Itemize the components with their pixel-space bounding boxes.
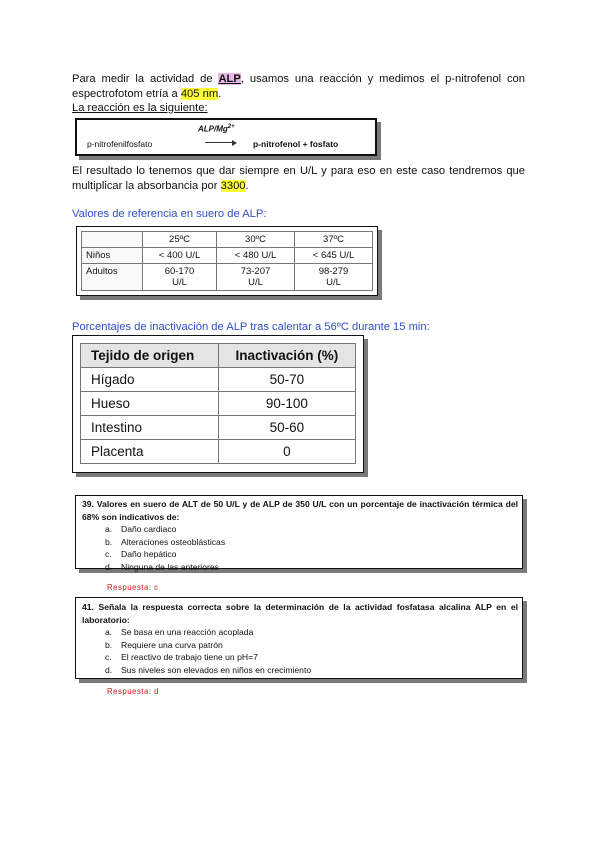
list-item: b. Alteraciones osteoblásticas [105,536,226,547]
question-41-text: 41. Señala la respuesta correcta sobre la determinación de la actividad fosfatasa alcalina ALP en el laboratorio: [82,602,518,625]
alp-highlight: ALP [218,73,241,85]
reaction-reactant: p-nitrofenilfosfato [87,139,153,149]
intro-text-before: Para medir la actividad de [72,73,219,85]
inactivation-table-box [72,335,364,473]
question-39-text: 39. Valores en suero de ALT de 50 U/L y de ALP de 350 U/L con un porcentaje de inactivación térmica del 68% son indicativos de: [82,499,518,522]
reaction-arrow [205,142,235,143]
list-item: a. Daño cardiaco [105,524,177,535]
question-39-answer: Respuesta: c [107,583,159,592]
reference-table [81,231,373,291]
table-row: Niños < 400 U/L < 480 U/L < 645 U/L [82,248,373,264]
list-item: a. Se basa en una reacción acoplada [105,627,254,638]
result-text: El resultado lo tenemos que dar siempre en U/L y para eso en este caso tendremos que multiplicar la absorbancia por [72,165,525,192]
result-paragraph [72,164,525,194]
question-41-answer: Respuesta: d [107,687,159,696]
table-row: Hueso 90-100 [81,392,356,416]
table-row: Adultos 60-170 U/L 73-207 U/L 98-279 U/L [82,264,373,291]
inactivation-title: Porcentajes de inactivación de ALP tras calentar a 56ºC durante 15 min: [72,321,430,333]
list-item: d. Sus niveles son elevados en niños en crecimiento [105,664,312,675]
list-item: b. Requiere una curva patrón [105,639,223,650]
table-row: Hígado 50-70 [81,368,356,392]
list-item: c. Daño hepático [105,549,177,560]
question-41-box [75,597,523,679]
reference-values-title: Valores de referencia en suero de ALP: [72,208,267,220]
reference-table-box [76,226,378,296]
intro-text-end: . [218,88,222,100]
list-item: d. Ninguna de las anteriores [105,561,219,572]
inactivation-table-header: Tejido de origen Inactivación (%) [81,344,356,368]
factor-highlight: 3300 [220,180,246,192]
result-end: . [245,180,249,192]
reaction-catalyst: ALP/$Mg^{2+}$ [198,124,235,134]
reference-table-header: 25ºC 30ºC 37ºC [82,232,373,248]
reaction-heading: La reacción es la siguiente: [72,102,208,114]
inactivation-table [80,343,356,464]
table-row: Intestino 50-60 [81,416,356,440]
table-row: Placenta 0 [81,440,356,464]
wavelength-highlight: 405 nm [180,88,219,100]
intro-paragraph [72,72,525,102]
intro-text-middle: , usamos una reacción y medimos el p-nitrofenol con espectrofotom etría a [72,73,526,100]
reaction-arrow-head [232,140,237,146]
reaction-box [75,118,377,156]
reaction-products: p-nitrofenol + fosfato [253,139,339,149]
list-item: c. El reactivo de trabajo tiene un pH=7 [105,652,258,663]
question-39-box [75,495,523,572]
